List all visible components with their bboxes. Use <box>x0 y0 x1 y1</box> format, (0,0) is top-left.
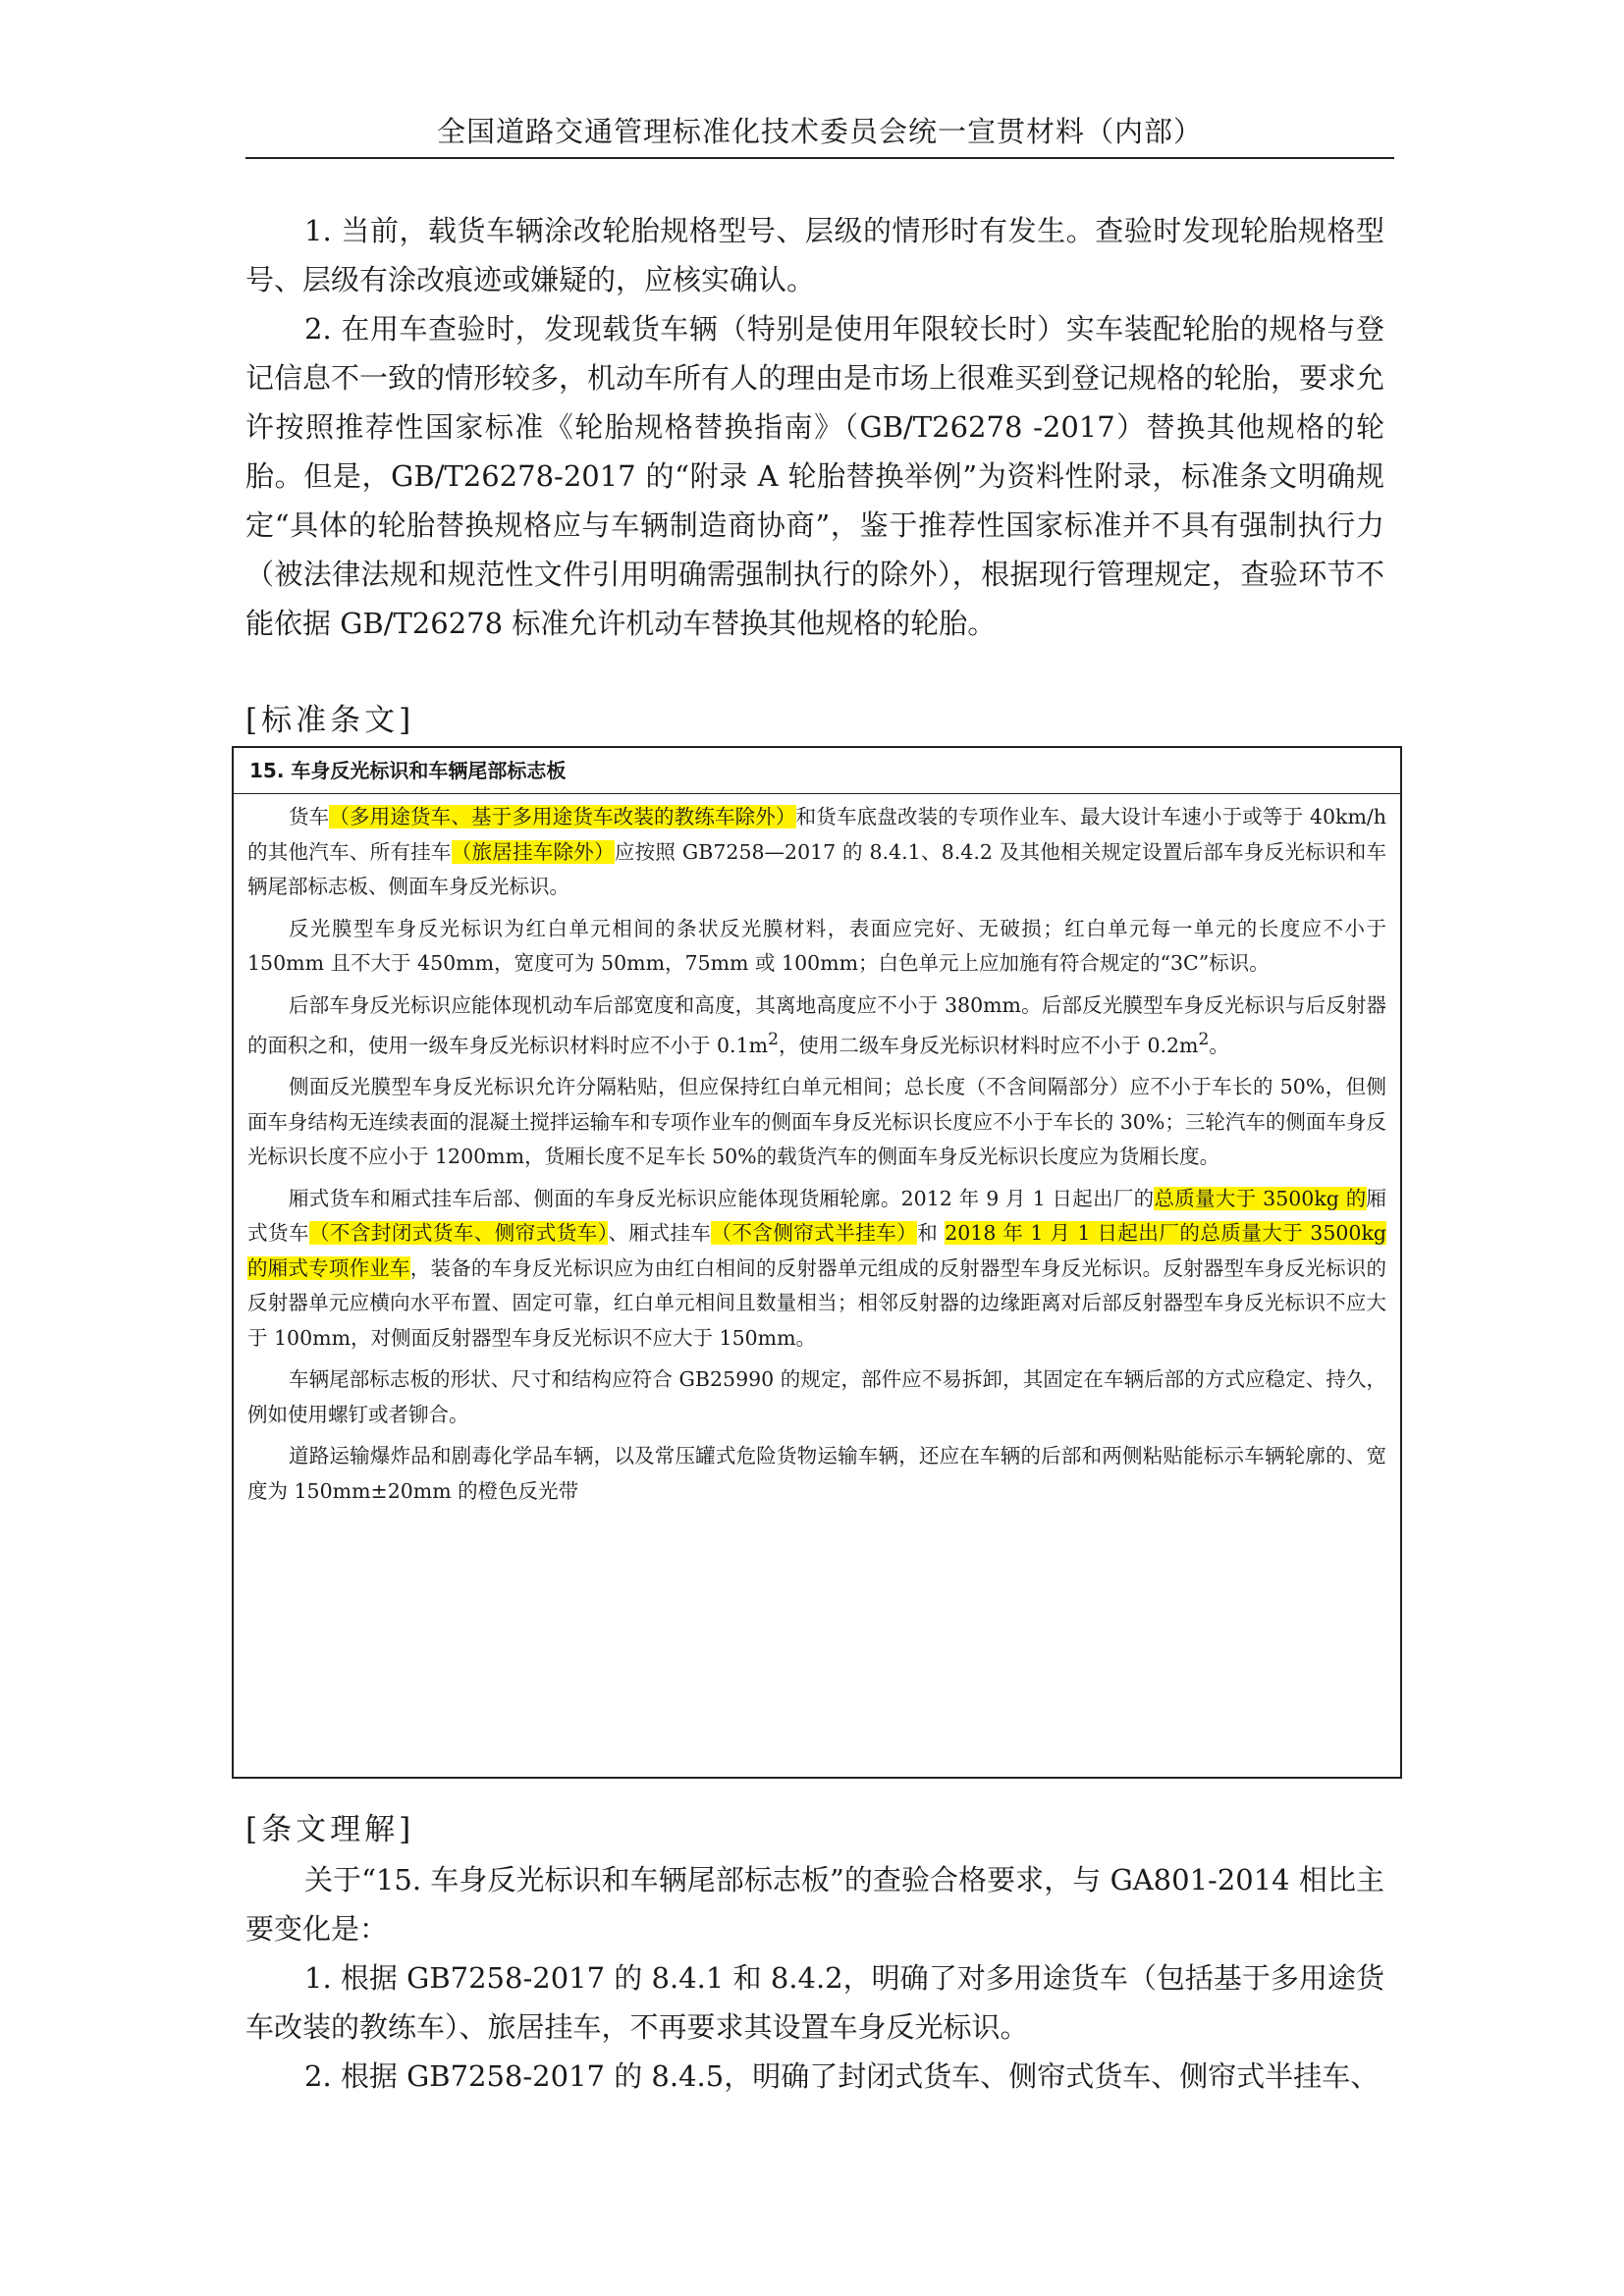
highlight: （不含封闭式货车、侧帘式货车） <box>308 1221 609 1246</box>
highlight: （旅居挂车除外） <box>451 839 615 864</box>
text-run: 货车 <box>289 805 330 828</box>
section-label-understanding: [条文理解] <box>245 1812 415 1847</box>
text-run: 厢式货车和厢式挂车后部、侧面的车身反光标识应能体现货厢轮廓。2012 年 9 月 1 日起出厂的 <box>289 1186 1155 1210</box>
standard-paragraph-6: 车辆尾部标志板的形状、尺寸和结构应符合 GB25990 的规定，部件应不易拆卸，其固定在车辆后部的方式应稳定、持久，例如使用螺钉或者铆合。 <box>247 1367 1386 1426</box>
standard-heading: 15. 车身反光标识和车辆尾部标志板 <box>234 748 1400 794</box>
standard-paragraph-4: 侧面反光膜型车身反光标识允许分隔粘贴，但应保持红白单元相间；总长度（不含间隔部分）应不小于车长的 50%，但侧面车身结构无连续表面的混凝土搅拌运输车和专项作业车的侧面车身反光标识长度应不小于车长的 30%；三轮汽车的侧面车身反光标识长度不应小于 1200mm，货厢长度不足车长 50%的载货汽车的侧面车身反光标识长度应为货厢长度。 <box>247 1075 1386 1169</box>
standard-paragraph-7: 道路运输爆炸品和剧毒化学品车辆，以及常压罐式危险货物运输车辆，还应在车辆的后部和两侧粘贴能标示车辆轮廓的、宽度为 150mm±20mm 的橙色反光带 <box>247 1444 1386 1503</box>
standard-paragraph-3 <box>247 988 1386 1064</box>
intro-paragraph-2: 2. 在用车查验时，发现载货车辆（特别是使用年限较长时）实车装配轮胎的规格与登记信息不一致的情形较多，机动车所有人的理由是市场上很难买到登记规格的轮胎，要求允许按照推荐性国家标准《轮胎规格替换指南》（GB/T26278 -2017）替换其他规格的轮胎。但是，GB/T26278-2017 的“附录 A 轮胎替换举例”为资料性附录，标准条文明确规定“具体的轮胎替换规格应与车辆制造商协商”，鉴于推荐性国家标准并不具有强制执行力（被法律法规和规范性文件引用明确需强制执行的除外），根据现行管理规定，查验环节不能依据 GB/T26278 标准允许机动车替换其他规格的轮胎。 <box>245 312 1385 640</box>
text-run: 应按照 GB7258—2017 的 8.4.1、8.4.2 及其他相关规定设置后部车身反光标识和车辆尾部标志板、侧面车身反光标识。 <box>247 839 1387 898</box>
superscript: 2 <box>768 1030 779 1049</box>
text-run: 后部车身反光标识应能体现机动车后部宽度和高度，其离地高度应不小于 380mm。后部反光膜型车身反光标识与后反射器的面积之和，使用一级车身反光标识材料时应不小于 0.1m <box>247 992 1386 1057</box>
intro-section <box>245 206 1384 648</box>
highlight: （多用途货车、基于多用途货车改装的教练车除外） <box>329 805 796 828</box>
text-run: ，装备的车身反光标识应为由红白相间的反射器单元组成的反射器型车身反光标识。反射器型车身反光标识的反射器单元应横向水平布置、固定可靠，红白单元相间且数量相当；相邻反射器的边缘距离对后部反射器型车身反光标识不应大于 100mm，对侧面反射器型车身反光标识不应大于 150mm。 <box>247 1255 1387 1350</box>
understanding-paragraph-3: 2. 根据 GB7258-2017 的 8.4.5，明确了封闭式货车、侧帘式货车、侧帘式半挂车、 <box>304 2059 1380 2093</box>
highlight: 总质量大于 3500kg 的 <box>1154 1186 1367 1210</box>
text-run: 厢式货车 <box>247 1186 1386 1246</box>
section-label-standard: [标准条文] <box>245 703 415 738</box>
standard-text-box <box>232 746 1402 1779</box>
highlight: （不含侧帘式半挂车） <box>711 1221 918 1246</box>
understanding-section <box>245 1855 1384 2101</box>
understanding-paragraph-2: 1. 根据 GB7258-2017 的 8.4.1 和 8.4.2，明确了对多用途货车（包括基于多用途货车改装的教练车）、旅居挂车，不再要求其设置车身反光标识。 <box>245 1961 1384 2044</box>
text-run: 。 <box>1209 1033 1229 1057</box>
intro-paragraph-1: 1. 当前，载货车辆涂改轮胎规格型号、层级的情形时有发生。查验时发现轮胎规格型号、层级有涂改痕迹或嫌疑的，应核实确认。 <box>245 214 1384 296</box>
text-run: 、厢式挂车 <box>608 1221 712 1246</box>
standard-body <box>234 794 1400 1509</box>
standard-paragraph-2: 反光膜型车身反光标识为红白单元相间的条状反光膜材料，表面应完好、无破损；红白单元每一单元的长度应不小于 150mm 且不大于 450mm，宽度可为 50mm，75mm 或 100mm；白色单元上应加施有符合规定的“3C”标识。 <box>247 916 1386 975</box>
standard-paragraph-5 <box>247 1182 1386 1357</box>
header-rule <box>245 157 1394 159</box>
standard-paragraph-1 <box>247 800 1386 905</box>
superscript: 2 <box>1198 1030 1210 1049</box>
text-run: ，使用二级车身反光标识材料时应不小于 0.2m <box>778 1033 1199 1057</box>
highlight: 2018 年 1 月 1 日起出厂的总质量大于 3500kg 的厢式专项作业车 <box>247 1221 1386 1280</box>
text-run: 和 <box>917 1221 946 1246</box>
text-run: 和货车底盘改装的专项作业车、最大设计车速小于或等于 40km/h 的其他汽车、所有挂车 <box>247 805 1387 864</box>
understanding-paragraph-1: 关于“15. 车身反光标识和车辆尾部标志板”的查验合格要求，与 GA801-2014 相比主要变化是： <box>245 1863 1384 1946</box>
page-header-title: 全国道路交通管理标准化技术委员会统一宣贯材料（内部） <box>436 115 1203 148</box>
